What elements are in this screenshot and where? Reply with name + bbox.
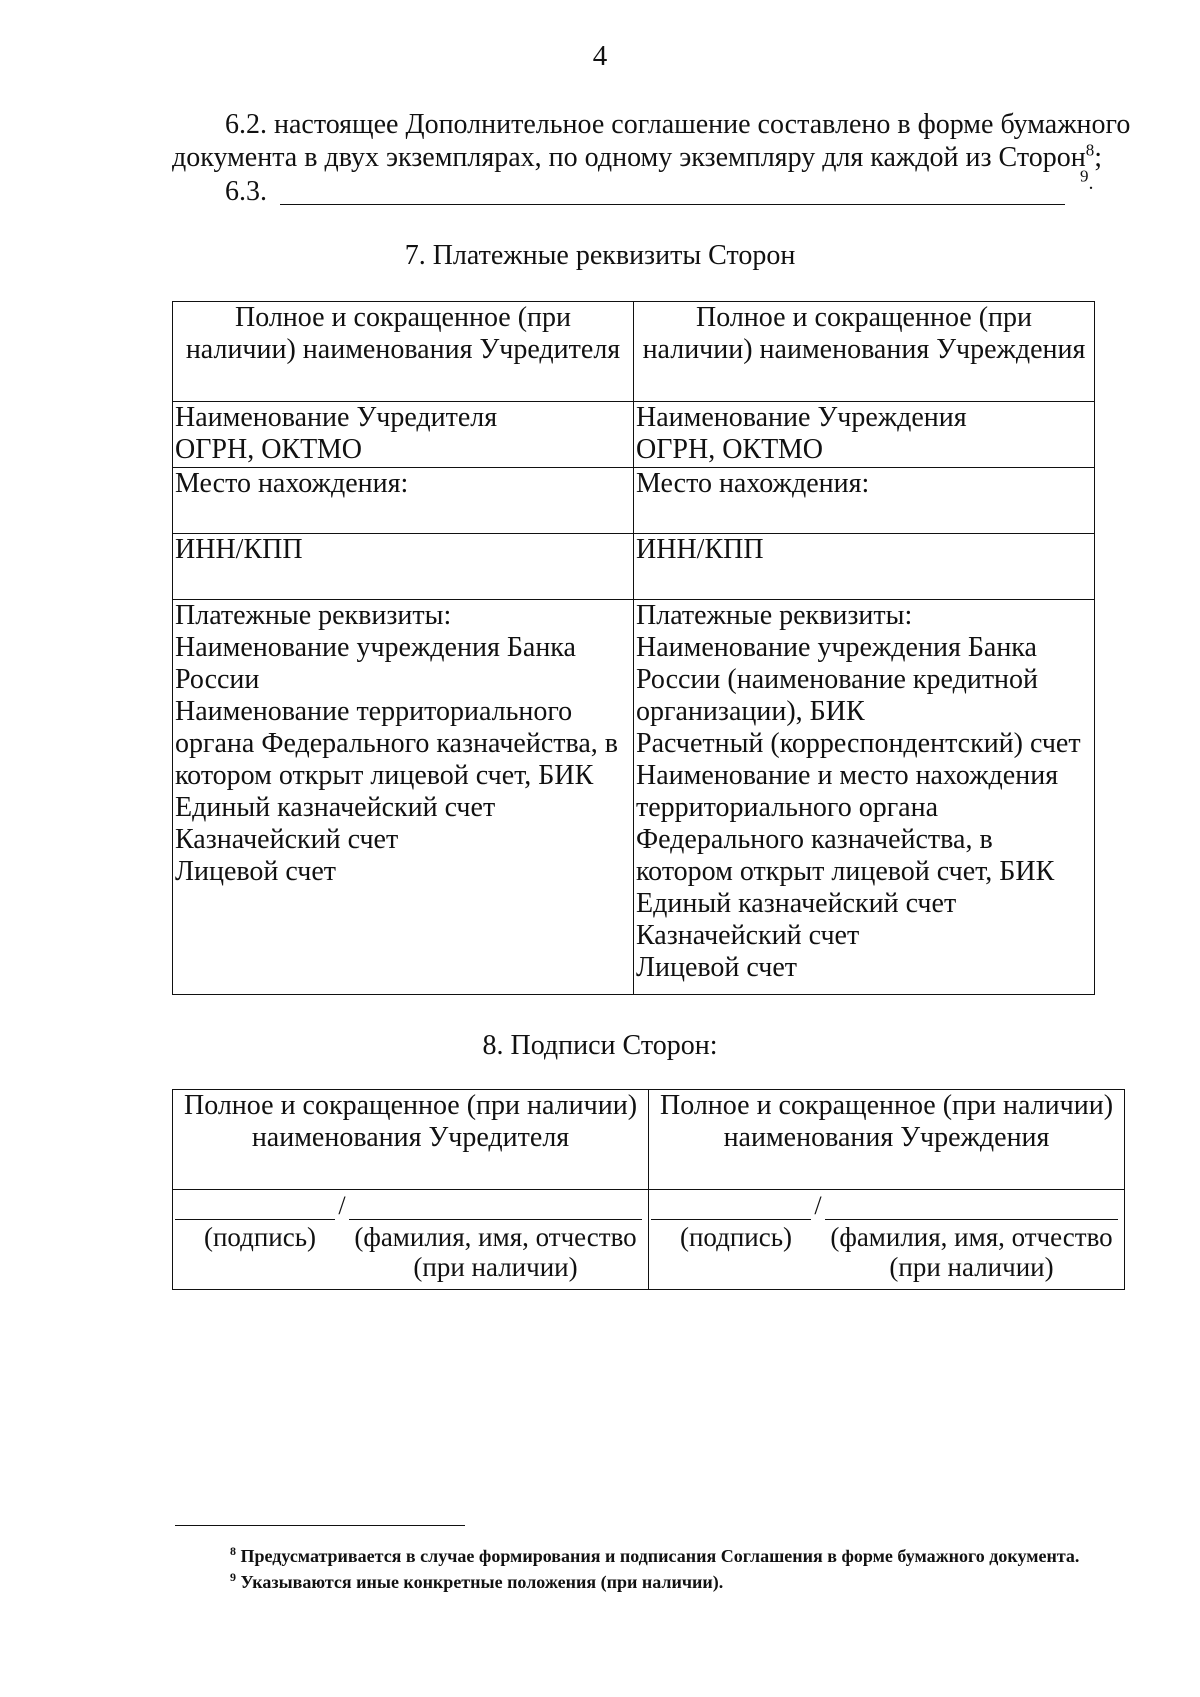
cell-line: Наименование Учреждения [636,402,967,433]
payment-details-table [172,301,1095,995]
founder-name-ogrn-cell [173,402,634,468]
header-line: Полное и сокращенное (при [234,302,572,333]
clause-6-3-blank-line [280,204,1065,205]
header-line: Полное и сокращенное (при наличии) [183,1090,638,1121]
full-name-caption-line1: (фамилия, имя, отчество [830,1222,1113,1252]
full-name-field[interactable] [825,1191,1118,1220]
cell-line: территориального органа [636,792,939,823]
header-lines [175,1090,646,1154]
table-row [173,468,1095,534]
cell-line: Единый казначейский счет [175,792,496,823]
founder-signature-cell [173,1190,649,1290]
footnote-8 [230,1543,1079,1569]
footnote-9-marker: 9 [230,1570,236,1584]
clause-6-2-text: документа в двух экземплярах, по одному экземпляру для каждой из Сторон [172,142,1086,173]
founder-location-cell [173,468,634,534]
cell-line: Наименование учреждения Банка [636,632,1037,663]
cell-line: Расчетный (корреспондентский) счет [636,728,1081,759]
header-lines [175,302,631,366]
institution-inn-kpp-cell [634,534,1095,600]
cell-line: Лицевой счет [636,952,798,983]
cell-line: котором открыт лицевой счет, БИК [175,760,594,791]
full-name-field[interactable] [349,1191,642,1220]
signature-separator: / [814,1191,822,1220]
footnote-8-text: Предусматривается в случае формирования и подписания Соглашения в форме бумажного документа. [240,1546,1080,1566]
cell-line: Место нахождения: [175,468,409,499]
signatures-row [173,1190,1125,1290]
footnote-separator [175,1525,465,1526]
founder-inn-kpp-cell [173,534,634,600]
institution-name-header [634,302,1095,402]
cell-line: Наименование и место нахождения [636,760,1059,791]
founder-payment-details-cell [173,600,634,995]
full-name-caption [345,1220,646,1282]
cell-line: ОГРН, ОКТМО [636,434,823,465]
signature-line-row [175,1190,646,1220]
cell-line: организации), БИК [636,696,865,727]
signature-line-row [651,1190,1122,1220]
footnote-9 [230,1569,723,1595]
signature-labels [175,1220,646,1282]
clause-6-2-line2 [172,142,1102,174]
header-lines [636,302,1092,366]
cell-line: Наименование Учредителя [175,402,498,433]
header-line: Полное и сокращенное (при наличии) [659,1090,1114,1121]
signatures-header-row [173,1090,1125,1190]
cell-line: Место нахождения: [636,468,870,499]
full-name-caption-line1: (фамилия, имя, отчество [354,1222,637,1252]
cell-line: Казначейский счет [636,920,860,951]
signature-field[interactable] [651,1191,811,1220]
clause-6-3-footnote-ref [1080,166,1094,195]
institution-name-ogrn-cell [634,402,1095,468]
section-8-heading: 8. Подписи Сторон: [482,1030,718,1061]
cell-line: России [175,664,260,695]
founder-name-header [173,302,634,402]
clause-6-3-end: . [1088,172,1094,194]
cell-line: котором открыт лицевой счет, БИК [636,856,1055,887]
header-line: наименования Учреждения [723,1122,1050,1153]
full-name-caption-line2: (при наличии) [889,1252,1054,1282]
signature-caption: (подпись) [679,1222,793,1252]
footnote-8-marker: 8 [230,1544,236,1558]
clause-6-2-line1: 6.2. настоящее Дополнительное соглашение составлено в форме бумажного [225,109,1131,140]
full-name-caption [821,1220,1122,1282]
institution-signature-header [649,1090,1125,1190]
cell-line: Наименование территориального [175,696,573,727]
full-name-caption-line2: (при наличии) [413,1252,578,1282]
header-lines [651,1090,1122,1154]
section-7-heading: 7. Платежные реквизиты Сторон [404,240,796,271]
cell-line: ИНН/КПП [175,534,303,565]
header-line: наличии) наименования Учреждения [642,334,1086,365]
institution-signature-cell [649,1190,1125,1290]
footnote-ref-9: 9 [1080,166,1089,186]
cell-line: Единый казначейский счет [636,888,957,919]
clause-6-2-end: ; [1094,142,1102,173]
cell-line: России (наименование кредитной [636,664,1039,695]
signatures-table [172,1089,1125,1290]
signature-separator: / [338,1191,346,1220]
cell-line: ОГРН, ОКТМО [175,434,362,465]
signature-labels [651,1220,1122,1282]
footnote-9-text: Указываются иные конкретные положения (при наличии). [240,1572,724,1592]
signature-caption: (подпись) [203,1222,317,1252]
clause-6-3-label: 6.3. [225,176,267,207]
cell-line: Казначейский счет [175,824,399,855]
cell-line: ИНН/КПП [636,534,764,565]
cell-line: Лицевой счет [175,856,337,887]
header-line: Полное и сокращенное (при [695,302,1033,333]
table-row [173,534,1095,600]
signature-field[interactable] [175,1191,335,1220]
cell-line: органа Федерального казначейства, в [175,728,618,759]
cell-line: Наименование учреждения Банка [175,632,576,663]
cell-line: Платежные реквизиты: [636,600,913,631]
header-line: наличии) наименования Учредителя [185,334,621,365]
footnote-ref-8: 8 [1085,140,1095,160]
founder-signature-header [173,1090,649,1190]
institution-location-cell [634,468,1095,534]
table-row [173,402,1095,468]
page-number: 4 [592,40,608,72]
table-row [173,600,1095,995]
cell-line: Федерального казначейства, в [636,824,993,855]
cell-line: Платежные реквизиты: [175,600,452,631]
header-line: наименования Учредителя [251,1122,570,1153]
institution-payment-details-cell [634,600,1095,995]
payment-table-header-row [173,302,1095,402]
